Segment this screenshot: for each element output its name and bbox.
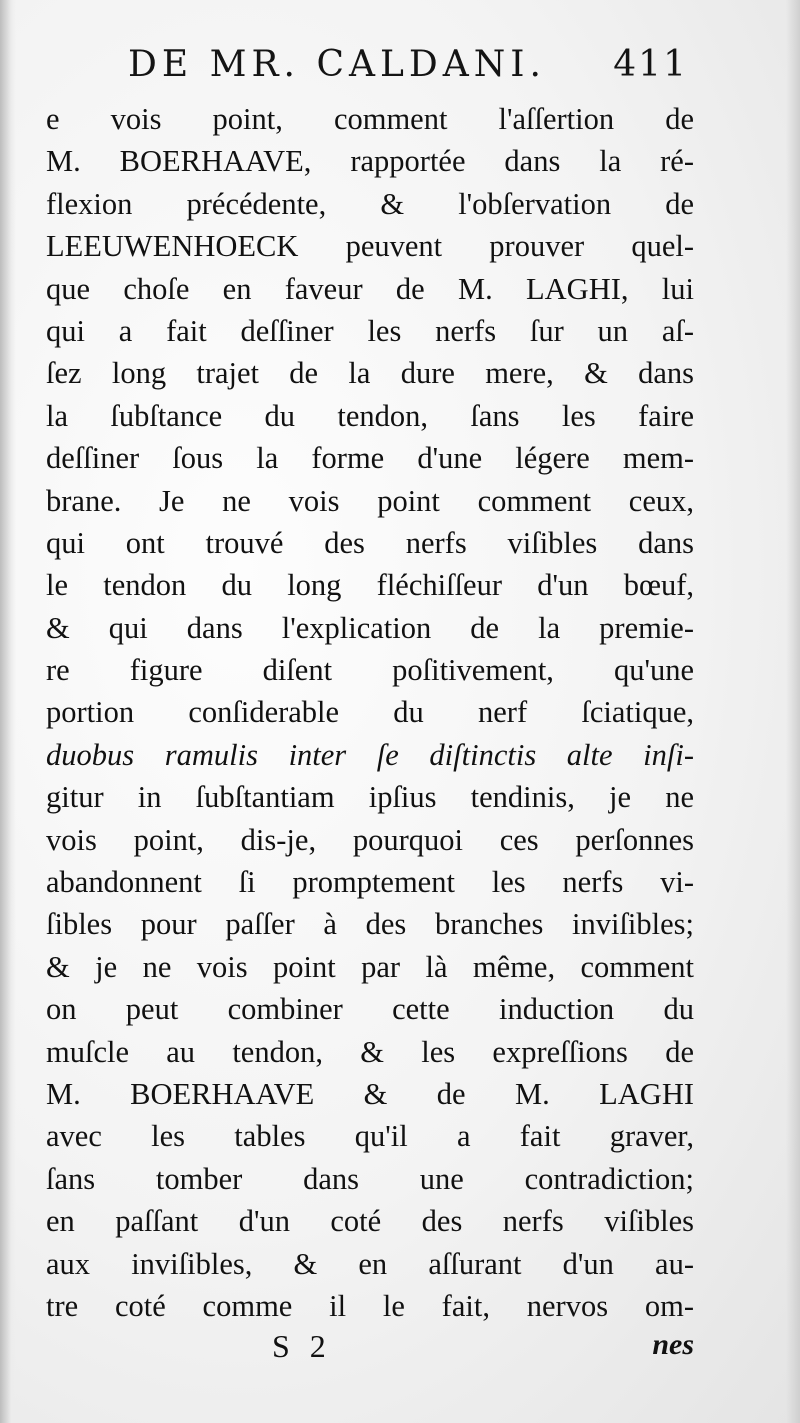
- text-line: & je ne vois point par là même, comment: [46, 949, 694, 984]
- catchword: nes: [652, 1328, 694, 1361]
- text-line: M. BOERHAAVE & de M. LAGHI: [46, 1076, 694, 1111]
- text-line: ſibles pour paſſer à des branches inviſibles;: [46, 907, 694, 942]
- text-line: portion conſiderable du nerf ſciatique,: [46, 695, 694, 730]
- text-line: en paſſant d'un coté des nerfs viſibles: [46, 1204, 694, 1239]
- text-line: avec les tables qu'il a fait graver,: [46, 1119, 694, 1154]
- text-line: duobus ramulis inter ſe diſtinctis alte inſi-: [46, 737, 694, 772]
- text-line: & qui dans l'explication de la premie-: [46, 610, 694, 645]
- text-line: tre coté comme il le fait, nervos om-: [46, 1288, 694, 1323]
- text-line: la ſubſtance du tendon, ſans les faire: [46, 398, 694, 433]
- text-line: gitur in ſubſtantiam ipſius tendinis, je ne: [46, 780, 694, 815]
- page-gutter-shadow: [0, 0, 16, 1423]
- text-line: e vois point, comment l'aſſertion de: [46, 102, 694, 136]
- signature-mark: S 2: [272, 1328, 332, 1364]
- text-line: ſans tomber dans une contradiction;: [46, 1161, 694, 1196]
- text-line: on peut combiner cette induction du: [46, 992, 694, 1027]
- body-text: [46, 98, 694, 1327]
- running-head: DE MR. CALDANI.: [128, 44, 546, 85]
- text-line: M. BOERHAAVE, rapportée dans la ré-: [46, 144, 694, 179]
- text-line: ſez long trajet de la dure mere, & dans: [46, 356, 694, 391]
- text-line: qui ont trouvé des nerfs viſibles dans: [46, 525, 694, 560]
- text-line: flexion précédente, & l'obſervation de: [46, 186, 694, 221]
- text-line: aux inviſibles, & en aſſurant d'un au-: [46, 1246, 694, 1281]
- text-line: le tendon du long fléchiſſeur d'un bœuf,: [46, 568, 694, 603]
- text-line: re figure diſent poſitivement, qu'une: [46, 653, 694, 688]
- text-line: qui a fait deſſiner les nerfs ſur un aſ-: [46, 313, 694, 348]
- text-line: LEEUWENHOECK peuvent prouver quel-: [46, 229, 694, 264]
- text-line: que choſe en faveur de M. LAGHI, lui: [46, 271, 694, 306]
- page-footer: [46, 1328, 694, 1372]
- text-line: vois point, dis-je, pourquoi ces perſonnes: [46, 822, 694, 857]
- text-line: muſcle au tendon, & les expreſſions de: [46, 1034, 694, 1069]
- text-line: deſſiner ſous la forme d'une légere mem-: [46, 441, 694, 476]
- page-number: 411: [613, 44, 688, 85]
- text-line: abandonnent ſi promptement les nerfs vi-: [46, 865, 694, 900]
- page-edge-shadow: [786, 0, 800, 1423]
- text-line: brane. Je ne vois point comment ceux,: [46, 483, 694, 518]
- page-header: [128, 44, 688, 94]
